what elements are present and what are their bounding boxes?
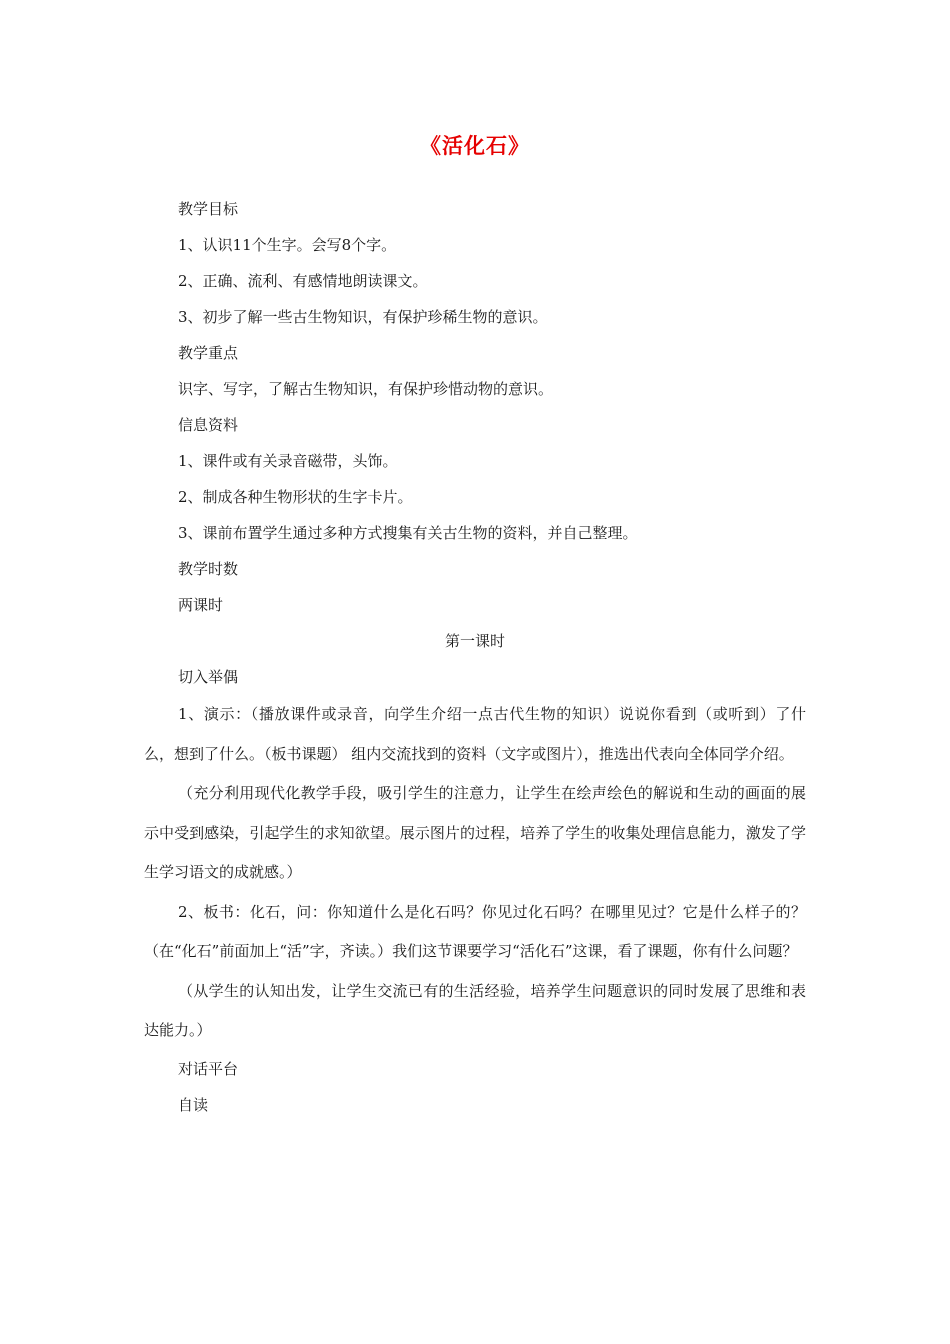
heading-materials: 信息资料 xyxy=(178,416,239,434)
heading-self-read: 自读 xyxy=(178,1095,209,1114)
focus-text: 识字、写字，了解古生物知识，有保护珍惜动物的意识。 xyxy=(178,380,554,398)
heading-teaching-goals: 教学目标 xyxy=(178,200,239,218)
class-hours-value: 两课时 xyxy=(178,596,224,614)
goal-item: 1、认识11个生字。会写8个字。 xyxy=(178,236,397,254)
material-item: 3、课前布置学生通过多种方式搜集有关古生物的资料，并自己整理。 xyxy=(178,524,638,542)
material-item: 1、课件或有关录音磁带，头饰。 xyxy=(178,452,398,470)
goal-item: 3、初步了解一些古生物知识，有保护珍稀生物的意识。 xyxy=(178,308,548,326)
paragraph: （充分利用现代化教学手段，吸引学生的注意力，让学生在绘声绘色的解说和生动的画面的展示中受到感染，引起学生的求知欲望。展示图片的过程，培养了学生的收集处理信息能力，激发了学生学习语文的成就感。） xyxy=(144,784,806,881)
heading-class-hours: 教学时数 xyxy=(178,560,239,578)
document-body xyxy=(144,191,806,1123)
paragraph: 1、演示：（播放课件或录音，向学生介绍一点古代生物的知识）说说你看到（或听到）了什么，想到了什么。（板书课题） 组内交流找到的资料（文字或图片），推选出代表向全体同学介绍。 xyxy=(144,705,806,763)
material-item: 2、制成各种生物形状的生字卡片。 xyxy=(178,488,413,506)
paragraph: （从学生的认知出发，让学生交流已有的生活经验，培养学生问题意识的同时发展了思维和表达能力。） xyxy=(144,981,806,1039)
lesson-heading: 第一课时 xyxy=(444,632,505,650)
heading-dialog-platform: 对话平台 xyxy=(178,1059,239,1078)
document-title: 《活化石》 xyxy=(420,133,530,158)
heading-intro: 切入举偶 xyxy=(178,668,239,686)
goal-item: 2、正确、流利、有感情地朗读课文。 xyxy=(178,272,428,290)
paragraph: 2、板书：化石，问：你知道什么是化石吗？你见过化石吗？在哪里见过？它是什么样子的？（在“化石”前面加上“活”字，齐读。）我们这节课要学习“活化石”这课，看了课题，你有什么问题？ xyxy=(144,902,806,960)
heading-teaching-focus: 教学重点 xyxy=(178,344,239,362)
